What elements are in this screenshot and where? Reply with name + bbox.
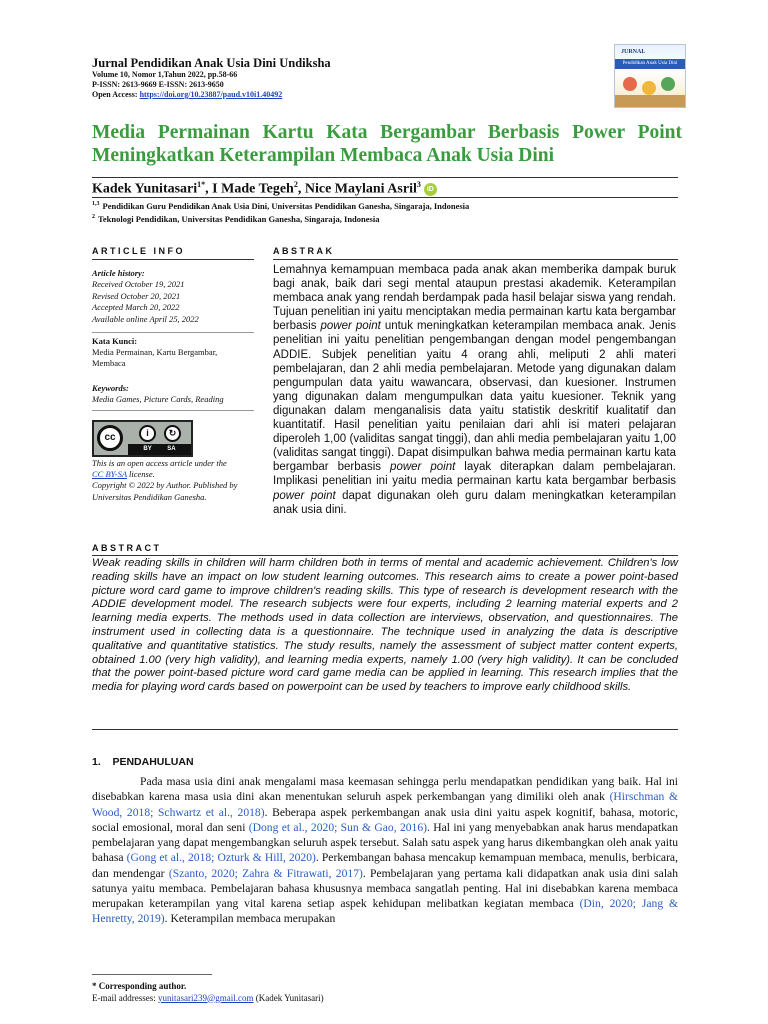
affiliation xyxy=(92,201,469,211)
abstrak-divider xyxy=(273,259,678,260)
share-alike-icon: ↻ xyxy=(164,425,181,442)
keywords-values: Media Games, Picture Cards, Reading xyxy=(92,394,224,405)
license-text: This is an open access article under the xyxy=(92,458,227,468)
term-power-point: power point xyxy=(390,461,456,474)
history-revised: Revised October 20, 2021 xyxy=(92,290,181,301)
abstract-heading: ABSTRACT xyxy=(92,543,162,553)
kata-kunci-label: Kata Kunci: xyxy=(92,336,138,346)
affiliation xyxy=(92,214,379,224)
section-title: PENDAHULUAN xyxy=(112,756,194,768)
author-name: Kadek Yunitasari xyxy=(92,181,198,197)
article-info-heading: ARTICLE INFO xyxy=(92,246,185,256)
author-sup: 2 xyxy=(293,180,298,189)
issn-line: P-ISSN: 2613-9669 E-ISSN: 2613-9650 xyxy=(92,80,224,89)
article-history xyxy=(92,268,199,325)
affiliation-text: Teknologi Pendidikan, Universitas Pendidikan Ganesha, Singaraja, Indonesia xyxy=(98,214,380,224)
doi-link[interactable]: https://doi.org/10.23887/paud.v10i1.40492 xyxy=(139,90,283,99)
cover-child-figure xyxy=(623,77,637,91)
abstrak-heading: ABSTRAK xyxy=(273,246,335,256)
citation-link[interactable]: (Hirschman & Wood, 2018; Schwartz et al., 2018) xyxy=(92,790,678,819)
copyright-text: Copyright © 2022 by Author. Published by Universitas Pendidikan Ganesha. xyxy=(92,480,238,502)
author-sup: 1* xyxy=(197,180,206,189)
author-list: Kadek Yunitasari$^{1*}$, I Made Tegeh$^2$, Nice Maylani Asril$^3$iD xyxy=(92,180,437,198)
cover-subtitle: Pendidikan Anak Usia Dini Undiksha xyxy=(615,59,685,69)
affiliation-text: Pendidikan Guru Pendidikan Anak Usia Dini, Universitas Pendidikan Ganesha, Singaraja, Indonesia xyxy=(102,201,470,211)
author-name: I Made Tegeh xyxy=(212,181,294,197)
journal-name: Jurnal Pendidikan Anak Usia Dini Undiksha xyxy=(92,56,331,70)
keywords-divider xyxy=(92,410,254,411)
citation-link[interactable]: (Dong et al., 2020; Sun & Gao, 2016) xyxy=(248,820,428,834)
footnote-divider xyxy=(92,974,212,975)
affiliation-sup: 2 xyxy=(92,214,95,221)
cc-label-bar: BY SA xyxy=(128,444,191,455)
section-heading-pendahuluan xyxy=(92,756,194,768)
article-title: Media Permainan Kartu Kata Bergambar Berbasis Power Point Meningkatkan Keterampilan Membaca Anak Usia Dini xyxy=(92,122,682,166)
term-power-point: power point xyxy=(273,489,336,502)
article-info-divider xyxy=(92,259,254,260)
history-received: Received October 19, 2021 xyxy=(92,279,185,290)
abstract-divider xyxy=(92,555,678,556)
kata-kunci-values: Membaca xyxy=(92,358,126,369)
kata-kunci-values: Media Permainan, Kartu Bergambar, xyxy=(92,347,218,358)
history-online: Available online April 25, 2022 xyxy=(92,313,199,324)
author-name: Nice Maylani Asril xyxy=(304,181,417,197)
section-number: 1. xyxy=(92,756,101,768)
history-label: Article history: xyxy=(92,268,145,278)
attribution-icon: i xyxy=(139,425,156,442)
kata-kunci xyxy=(92,336,217,370)
cover-base xyxy=(615,95,685,107)
open-access-label: Open Access: xyxy=(92,90,138,99)
open-access-line xyxy=(92,90,282,100)
footnote xyxy=(92,981,324,1004)
email-line: E-mail addresses: yunitasari239@gmail.com (Kadek Yunitasari) xyxy=(92,992,324,1003)
history-divider xyxy=(92,332,254,333)
journal-cover-image xyxy=(614,44,686,108)
abstrak-body: Lemahnya kemampuan membaca pada anak akan memberika dampak buruk bagi anak, baik dari segi mental ataupun prestasi akademik. Keterampilan membaca anak yang rendah berdampak pada hasil belajar siswa yang rendah. Tujuan penelitian ini yaitu menciptakan media permainan kartu kata bergambar berbasis power point untuk meningkatkan keterampilan membaca anak. Jenis penelitian ini yaitu penelitian pengembangan dengan model pengembangan ADDIE. Subjek penelitian yaitu 4 orang ahli, meliputi 2 ahli materi pembelajaran, dan 2 ahli media pembelajaran. Metode yang digunakan dalam pengumpulan data yaitu wawancara, observasi, dan kuesioner. Instrumen yang digunakan dalam mengumpulkan data yaitu kuesioner. Teknik yang digunakan dalam menganalisis data yaitu statistik deskritif kualitatif dan kuantitatif. Hasil penelitian yaitu penilaian dari ahli isi materi pelajaran diperoleh 1,00 (validitas sangat tinggi), dan ahli media pembelajaran yaitu 1,00 (validitas sangat tinggi). Dapat disimpulkan bahwa media permainan kartu kata bergambar berbasis power point layak diterapkan dalam pembelajaran. Implikasi penelitian ini yaitu media permainan kartu kata bergambar berbasis power point dapat digunakan oleh guru dalam meningkatkan keterampilan anak usia dini. xyxy=(273,264,676,516)
orcid-icon[interactable]: iD xyxy=(424,183,437,196)
title-divider xyxy=(92,177,678,178)
pendahuluan-paragraph: Pada masa usia dini anak mengalami masa keemasan sehingga perlu mendapatkan pendidikan yang baik. Hal ini disebabkan karena masa usia dini akan menentukan seluruh aspek perkembangan yang dimiliki oleh anak (Hirschman & Wood, 2018; Schwartz et al., 2018). Beberapa aspek perkembangan anak usia dini yaitu aspek kognitif, bahasa, motoric, social emosional, moral dan seni (Dong et al., 2020; Sun & Gao, 2016). Hal ini yang menyebabkan anak harus mendapatkan pembelajaran yang dapat mengembangkan seluruh aspek tersebut. Salah satu aspek yang harus dikembangkan oleh anak yaitu bahasa (Gong et al., 2018; Ozturk & Hill, 2020). Perkembangan bahasa mencakup kemampuan membaca, menulis, berbicara, dan mendengar (Szanto, 2020; Zahra & Fitrawati, 2017). Pembelajaran yang pertama kali didapatkan anak usia dini salah satunya yaitu membaca. Pembelajaran bahasa khususnya membaca sangatlah penting. Hal ini disebabkan karena membaca merupakan keterampilan yang vital karena setiap aspek kehidupan melibatkan kegiatan membaca (Din, 2020; Jang & Henretty, 2019). Keterampilan membaca merupakan xyxy=(92,775,678,926)
author-sup: 3 xyxy=(416,180,421,189)
citation-link[interactable]: (Szanto, 2020; Zahra & Fitrawati, 2017) xyxy=(168,866,363,880)
cc-logo-icon: cc xyxy=(97,425,123,451)
citation-link[interactable]: (Din, 2020; Jang & Henretty, 2019) xyxy=(92,897,678,926)
keywords-label: Keywords: xyxy=(92,383,129,393)
affiliation-sup: 1,3 xyxy=(92,201,100,208)
abstract-end-divider xyxy=(92,729,678,730)
cc-by-sa-link[interactable]: CC BY-SA xyxy=(92,469,127,480)
citation-link[interactable]: (Gong et al., 2018; Ozturk & Hill, 2020) xyxy=(126,851,316,865)
email-link[interactable]: yunitasari239@gmail.com xyxy=(157,992,254,1003)
cc-by-sa-badge[interactable] xyxy=(92,420,193,457)
license-note: This is an open access article under the CC BY-SA license. Copyright © 2022 by Author. Published by Universitas Pendidikan Ganesha. xyxy=(92,458,238,502)
journal-meta xyxy=(92,70,282,100)
cover-child-figure xyxy=(642,81,656,95)
volume-line: Volume 10, Nomor 1,Tahun 2022, pp.58-66 xyxy=(92,70,238,79)
cover-child-figure xyxy=(661,77,675,91)
author-divider xyxy=(92,197,678,198)
term-power-point: power point xyxy=(320,320,381,333)
history-accepted: Accepted March 20, 2022 xyxy=(92,302,180,313)
cover-title: JURNAL xyxy=(621,49,646,55)
abstract-body: Weak reading skills in children will harm children both in terms of mental and academic achievement. Children's low reading skills have an impact on low student learning outcomes. This research aims to create a power point-based picture word card game to improve children's reading skills. This type of research is development research with the ADDIE development model. The research subjects were four experts, including 2 learning material experts and 2 learning media experts. The methods used in data collection are interviews, observation, and questionnaires. The instrument used in collecting data is a questionnaire. The technique used in analyzing the data is descriptive qualitative and quantitative statistics. The study results, namely the assessment of subject matter content experts, obtained 1.00 (very high validity), and learning media experts, namely 1.00 (very high validity). It can be concluded that the power point-based picture word card game media can be applied in learning. This research implies that the media for playing word cards based on powerpoint can be used by teachers to improve early childhood skills. xyxy=(92,557,678,694)
corresponding-author-label: * Corresponding author. xyxy=(92,981,187,991)
keywords xyxy=(92,383,224,405)
